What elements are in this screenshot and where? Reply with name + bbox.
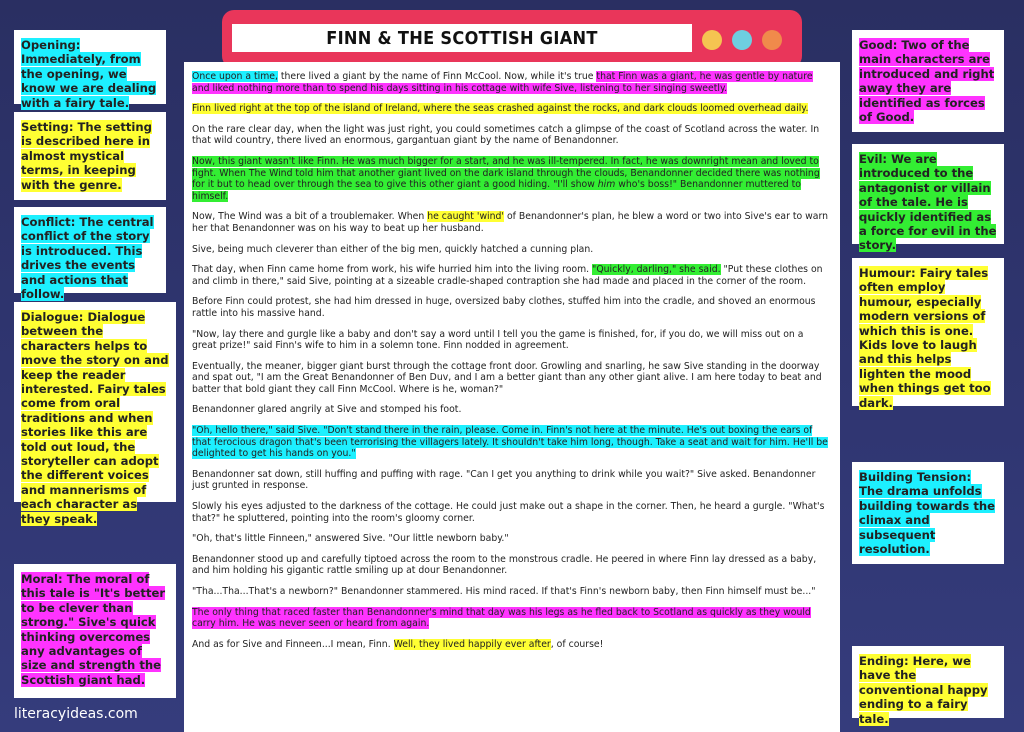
setting-highlight: Finn lived right at the top of the island of Ireland, where the seas crashed against the rocks, and dark clouds loomed overhead daily. — [192, 103, 809, 115]
story-paragraph: "Now, lay there and gurgle like a baby and don't say a word until I tell you the game is finished, for, if you do, we will miss out on a great prize!" said Finn's wife to him in a solemn tone. Finn nodded in agreement. — [192, 328, 804, 352]
story-paragraph: Benandonner glared angrily at Sive and stomped his foot. — [192, 404, 462, 416]
good-highlight: that Finn was a giant, he was gentle by nature and liked nothing more than to spend his days sitting in his cottage with wife Sive, listening to her singing sweetly. — [192, 71, 813, 94]
story-paragraph: "Oh, that's little Finneen," answered Sive. "Our little newborn baby." — [192, 533, 509, 545]
note-evil: Evil: We are introduced to the antagonist or villain of the tale. He is quickly identified as a force for evil in the story. — [852, 144, 1004, 244]
story-document — [184, 62, 840, 732]
story-paragraph: Before Finn could protest, she had him dressed in huge, oversized baby clothes, stuffed him into the cradle, and shoved an enormous rattle into his massive hand. — [192, 296, 816, 319]
evil-highlight: Now, this giant wasn't like Finn. He was much bigger for a start, and he was ill-tempered. In fact, he was downright mean and loved to fight. When The Wind told him that another giant lived on the dark island through the clouds, Benandonner decided there was nothing for it but to head over through the sea to give this other giant a good hiding. "I'll show him who's boss!" Benandonner muttered to himself. — [192, 155, 820, 202]
note-opening: Opening: Immediately, from the opening, we know we are dealing with a fairy tale. — [14, 30, 166, 104]
story-paragraph: Once upon a time, there lived a giant by the name of Finn McCool. Now, while it's true that Finn was a giant, he was gentle by nature and liked nothing more than to spend his days sitting in his cottage with wife Sive, listening to her singing sweetly. — [192, 71, 813, 94]
humour-highlight: he caught 'wind' — [427, 211, 504, 223]
note-conflict: Conflict: The central conflict of the story is introduced. This drives the events and actions that follow. — [14, 207, 166, 293]
note-ending: Ending: Here, we have the conventional happy ending to a fairy tale. — [852, 646, 1004, 718]
yellow-dot-icon — [702, 30, 722, 50]
title-bar — [222, 10, 802, 68]
story-paragraph: Now, The Wind was a bit of a troublemaker. When he caught 'wind' of Benandonner's plan, he blew a word or two into Sive's ear to warn her that Benandonner was on his way to beat up her husband. — [192, 211, 829, 234]
title-box — [232, 24, 692, 52]
cyan-dot-icon — [732, 30, 752, 50]
tension-highlight: "Oh, hello there," said Sive. "Don't stand there in the rain, please. Come in. Finn's not here at the minute. He's out boxing the ears of that ferocious dragon that's been terrorising the villagers lately. It shouldn't take him long, though. Take a seat and wait for him. He'll be delighted to get his hands on you." — [192, 425, 828, 460]
note-dialogue: Dialogue: Dialogue between the characters helps to move the story on and keep the reader interested. Fairy tales come from oral traditions and when stories like this are told out loud, the storyteller can adopt the different voices and mannerisms of each character as they speak. — [14, 302, 176, 502]
opening-highlight: Once upon a time, — [192, 71, 278, 82]
story-paragraph: Slowly his eyes adjusted to the darkness of the cottage. He could just make out a shape in the corner. Then, he heard a gurgle. "What's that?" he spluttered, pointing into the room's gloomy corner. — [192, 501, 825, 524]
dialogue-highlight: "Quickly, darling," she said. — [592, 264, 721, 276]
story-paragraph: On the rare clear day, when the light was just right, you could sometimes catch a glimpse of the coast of Scotland across the water. In that wild country, there lived an enormous, gargantuan giant by the name of Benandonner. — [192, 123, 820, 147]
story-paragraph: Eventually, the meaner, bigger giant burst through the cottage front door. Growling and snarling, he saw Sive standing in the doorway and spat out, "I am the Great Benandonner of Ben Duv, and I am a better giant than any other giant alive. I am here today to beat and batter that bold giant they call Finn McCool. Where is he, woman?" — [192, 360, 822, 395]
story-paragraph — [192, 607, 830, 630]
ending-highlight: Well, they lived happily ever after — [393, 638, 551, 650]
story-paragraph: And as for Sive and Finneen...I mean, Finn. Well, they lived happily ever after, of course! — [192, 638, 604, 650]
note-humour: Humour: Fairy tales often employ humour, especially modern versions of which this is one. Kids love to laugh and this helps lighten the mood when things get too dark. — [852, 258, 1004, 406]
story-paragraph: That day, when Finn came home from work, his wife hurried him into the living room. "Quickly, darling," she said. "Put these clothes on and climb in there," said Sive, pointing at a sizeable cradle-shaped contraption she had made and placed in the corner of the room. — [192, 264, 823, 287]
page-title: FINN & THE SCOTTISH GIANT — [326, 27, 598, 49]
story-paragraph: "Tha...Tha...That's a newborn?" Benandonner stammered. His mind raced. If that's Finn's newborn baby, then Finn himself must be..." — [192, 586, 816, 597]
moral-highlight: The only thing that raced faster than Benandonner's mind that day was his legs as he fled back to Scotland as quickly as they would carry him. He was never seen or heard from again. — [192, 606, 811, 630]
story-paragraph: Sive, being much cleverer than either of the big men, quickly hatched a cunning plan. — [192, 243, 594, 255]
story-paragraph — [192, 156, 830, 202]
note-good: Good: Two of the main characters are introduced and right away they are identified as forces of Good. — [852, 30, 1004, 132]
story-paragraph: Benandonner stood up and carefully tiptoed across the room to the monstrous cradle. He peered in where Finn lay dressed as a baby, and him holding his gigantic rattle smiling up at dour Benandonner. — [192, 553, 817, 577]
story-paragraph — [192, 425, 830, 460]
note-moral: Moral: The moral of this tale is "It's better to be clever than strong." Sive's quick thinking overcomes any advantages of size and strength the Scottish giant had. — [14, 564, 176, 698]
note-tension: Building Tension: The drama unfolds building towards the climax and subsequent resolution. — [852, 462, 1004, 564]
story-paragraph — [192, 103, 830, 115]
story-paragraph: Benandonner sat down, still huffing and puffing with rage. "Can I get you anything to drink while you wait?" Sive asked. Benandonner just grunted in response. — [192, 468, 816, 492]
note-setting: Setting: The setting is described here in almost mystical terms, in keeping with the genre. — [14, 112, 166, 200]
orange-dot-icon — [762, 30, 782, 50]
site-footer: literacyideas.com — [14, 706, 138, 722]
